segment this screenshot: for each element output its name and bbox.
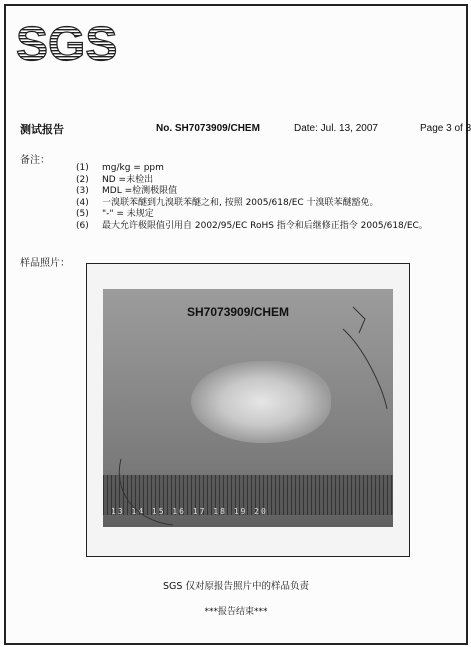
remarks-list	[76, 163, 456, 232]
report-end: ***报告结束***	[204, 607, 268, 617]
sample-photo	[103, 289, 393, 527]
remark-item: (6) 最大允许极限值引用自 2002/95/EC RoHS 指令和后继修正指令 2005/618/EC。	[76, 220, 428, 231]
sample-photo-frame	[86, 263, 410, 557]
report-number: No. SH7073909/CHEM	[156, 123, 260, 134]
remarks-label: 备注：	[20, 155, 50, 166]
remark-item: (2) ND =未检出	[76, 174, 154, 185]
footer-note: SGS 仅对原报告照片中的样品负责	[163, 581, 309, 592]
remark-item: (3) MDL =检测极限值	[76, 186, 178, 196]
remark-item: (1) mg/kg = ppm	[76, 163, 164, 173]
remark-item: (5) "-" = 未规定	[76, 209, 154, 219]
remark-item: (4) 一溴联苯醚到九溴联苯醚之和, 按照 2005/618/EC 十溴联苯醚豁免。	[76, 197, 379, 208]
ruler-numbers: 13 14 15 16 17 18 19 20	[111, 507, 268, 516]
photo-caption: SH7073909/CHEM	[187, 305, 290, 319]
pen-marks	[103, 289, 393, 527]
sample-photo-label: 样品照片：	[20, 258, 70, 269]
svg-text:SGS: SGS	[16, 18, 118, 71]
report-label: 测试报告	[20, 123, 64, 136]
sgs-logo	[14, 14, 118, 71]
report-date: Date: Jul. 13, 2007	[294, 123, 378, 134]
page-number: Page 3 of 3	[420, 123, 471, 134]
report-page	[4, 4, 471, 645]
